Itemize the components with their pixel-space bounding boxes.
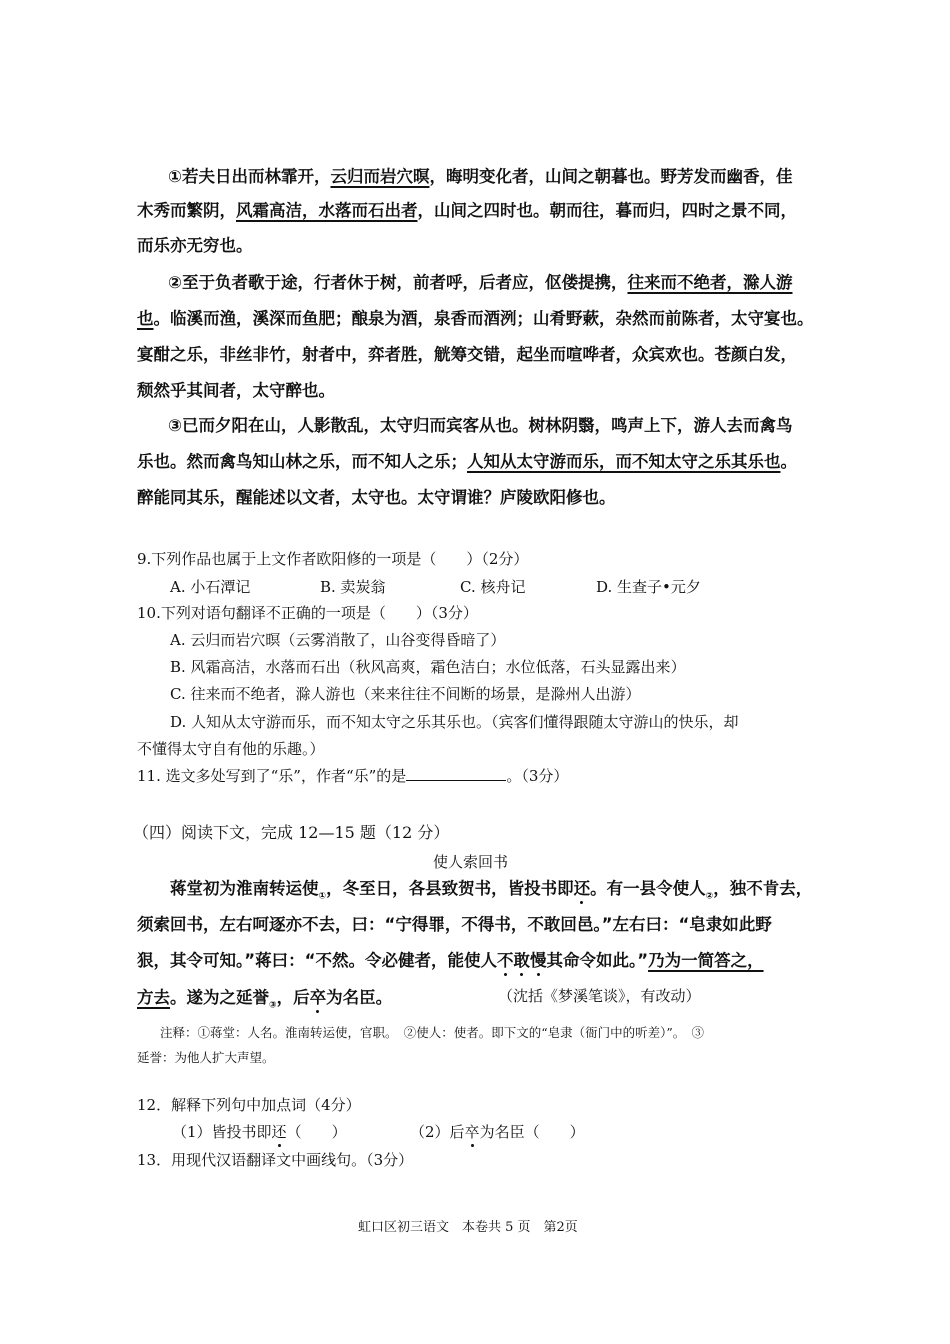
text: 蒋堂初为淮南转运使 (170, 879, 319, 898)
dotted-word: 敢 (513, 951, 530, 970)
q10-option-c: C. 往来而不绝者，滁人游也（来来往往不间断的场景，是滁州人出游） (170, 685, 641, 703)
section4-heading: （四）阅读下文，完成 12—15 题（12 分） (133, 823, 450, 842)
passage-p2-line4: 颓然乎其间者，太守醉也。 (137, 381, 335, 400)
q12-stem: 12．解释下列句中加点词（4分） (137, 1096, 361, 1114)
passage-p3-line1: ③已而夕阳在山，人影散乱，太守归而宾客从也。树林阴翳，鸣声上下，游人去而禽鸟 (168, 416, 793, 435)
dotted-word: 慢 (529, 951, 547, 970)
text: ，独不肯去， (713, 879, 813, 898)
q10-option-d-line1: D. 人知从太守游而乐，而不知太守之乐其乐也。（宾客们懂得跟随太守游山的快乐，却 (170, 713, 739, 731)
section4-passage-line1 (170, 875, 812, 901)
section4-passage-line4 (137, 984, 392, 1010)
section4-title: 使人索回书 (433, 853, 509, 871)
text: 。 (780, 452, 797, 471)
section4-passage-line2: 须索回书，左右呵逐亦不去，曰：“宁得罪，不得书，不敢回邑。”左右曰：“皂隶如此野 (137, 915, 772, 934)
underlined-sentence: 方去 (137, 988, 170, 1007)
section4-passage-line3 (137, 947, 764, 971)
text: 狠，其令可知。”蒋曰：“不然。令必健者，能使人 (137, 951, 497, 970)
passage-p3-line3: 醉能同其乐，醒能述以文者，太守也。太守谓谁？庐陵欧阳修也。 (137, 488, 616, 507)
text: 木秀而繁阴， (137, 201, 236, 220)
passage-p3-line2 (137, 448, 797, 472)
answer-blank[interactable] (406, 766, 506, 781)
footnote-marker: ① (318, 891, 327, 902)
text: 。（3分） (506, 767, 569, 785)
section4-note-line1: 注释：①蒋堂：人名。淮南转运使，官职。 ②使人：使者。即下文的“皂隶（衙门中的听差）”。 ③ (160, 1025, 705, 1040)
q9-option-b: B. 卖炭翁 (320, 578, 386, 596)
text: 11. 选文多处写到了“乐”，作者“乐”的是 (137, 767, 407, 785)
passage-p2-line1 (168, 269, 792, 293)
text: ，晦明变化者，山间之朝暮也。野芳发而幽香，佳 (429, 167, 793, 186)
underlined-sentence: 人知从太守游而乐，而不知太守之乐其乐也 (467, 452, 781, 471)
q10-stem: 10.下列对语句翻译不正确的一项是（ ）（3分） (137, 604, 478, 622)
underlined-sentence: 也 (137, 309, 154, 328)
text: （2）后 (410, 1123, 465, 1141)
text: ，山间之四时也。朝而往，暮而归，四时之景不同， (417, 201, 797, 220)
text: 。遂为之延誉 (170, 988, 269, 1007)
underlined-sentence: 风霜高洁，水落而石出者 (236, 201, 418, 220)
text: 为名臣。 (326, 988, 393, 1007)
q13-stem: 13．用现代汉语翻译文中画线句。（3分） (137, 1151, 414, 1169)
dotted-word: 卒 (309, 988, 327, 1007)
q9-option-a: A. 小石潭记 (170, 578, 251, 596)
section4-note-line2: 延誉：为他人扩大声望。 (137, 1050, 275, 1065)
passage-p2-line2 (137, 305, 814, 329)
text: ①若夫日出而林霏开， (168, 167, 331, 186)
q9-stem: 9.下列作品也属于上文作者欧阳修的一项是（ ）（2分） (137, 550, 529, 568)
q10-option-b: B. 风霜高洁，水落而石出（秋风高爽，霜色洁白；水位低落，石头显露出来） (170, 658, 686, 676)
passage-p1-line3: 而乐亦无穷也。 (137, 236, 253, 255)
dotted-word: 卒 (464, 1123, 480, 1141)
q9-option-d: D. 生查子•元夕 (596, 578, 701, 596)
dotted-word: 不 (496, 951, 514, 970)
text: 乐也。然而禽鸟知山林之乐，而不知人之乐； (137, 452, 467, 471)
text: （ ） (286, 1123, 347, 1141)
footnote-marker: ② (705, 891, 714, 902)
q12-item2 (410, 1121, 585, 1142)
text: 为名臣（ ） (479, 1123, 585, 1141)
q10-option-d-line2: 不懂得太守自有他的乐趣。） (137, 740, 325, 758)
underlined-sentence: 往来而不绝者，滁人游 (627, 273, 793, 292)
dotted-word: 还 (271, 1123, 287, 1141)
dotted-word: 还 (573, 879, 591, 898)
q12-item1 (172, 1121, 347, 1142)
text: ②至于负者歌于途，行者休于树，前者呼，后者应，伛偻提携， (168, 273, 628, 292)
text: ，冬至日，各县致贺书，皆投书即 (326, 879, 574, 898)
passage-p1-line1 (168, 163, 792, 187)
text: 其命令如此。” (546, 951, 649, 970)
text: 。有一县令使人 (590, 879, 706, 898)
footnote-marker: ③ (269, 1000, 277, 1011)
text: ，后 (276, 988, 310, 1007)
q9-option-c: C. 核舟记 (460, 578, 526, 596)
page-footer: 虹口区初三语文 本卷共 5 页 第2页 (358, 1220, 578, 1235)
passage-p2-line3: 宴酣之乐，非丝非竹，射者中，弈者胜，觥筹交错，起坐而喧哗者，众宾欢也。苍颜白发， (137, 345, 797, 364)
text: （1）皆投书即 (172, 1123, 272, 1141)
passage-p1-line2 (137, 197, 797, 221)
underlined-sentence: 云归而岩穴暝 (330, 167, 430, 186)
q11-stem (137, 765, 568, 786)
q10-option-a: A. 云归而岩穴暝（云雾消散了，山谷变得昏暗了） (170, 631, 506, 649)
underlined-sentence: 乃为一简答之， (648, 951, 764, 970)
section4-source: （沈括《梦溪笔谈》，有改动） (498, 987, 701, 1005)
text: 。临溪而渔，溪深而鱼肥；酿泉为酒，泉香而酒洌；山肴野蔌，杂然而前陈者，太守宴也。 (153, 309, 814, 328)
